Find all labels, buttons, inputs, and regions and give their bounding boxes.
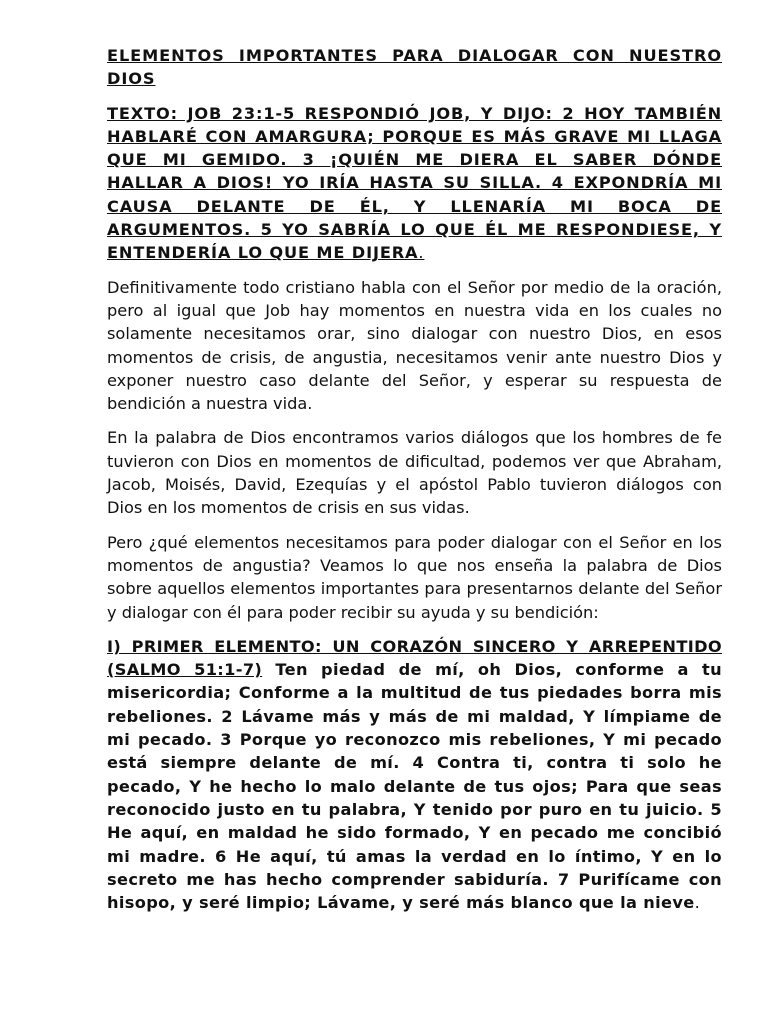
body-paragraph-3: Pero ¿qué elementos necesitamos para poder dialogar con el Señor en los momentos de angustia? Veamos lo que nos enseña la palabra de Dios sobre aquellos elementos importantes para presentarnos delante del Señor y dialogar con él para poder recibir su ayuda y su bendición: [107,532,722,622]
body-paragraph-2: En la palabra de Dios encontramos varios diálogos que los hombres de fe tuvieron con Dios en momentos de dificultad, podemos ver que Abraham, Jacob, Moisés, David, Ezequías y el apóstol Pablo tuvieron diálogos con Dios en los momentos de crisis en sus vidas. [107,428,722,518]
scripture-heading-text: TEXTO: JOB 23:1-5 RESPONDIÓ JOB, Y DIJO: 2 HOY TAMBIÉN HABLARÉ CON AMARGURA; PORQUE ES MÁS GRAVE MI LLAGA QUE MI GEMIDO. 3 ¡QUIÉN ME DIERA EL SABER DÓNDE HALLAR A DIOS! YO IRÍA HASTA SU SILLA. 4 EXPONDRÍA MI CAUSA DELANTE DE ÉL, Y LLENARÍA MI BOCA DE ARGUMENTOS. 5 YO SABRÍA LO QUE ÉL ME RESPONDIESE, Y ENTENDERÍA LO QUE ME DIJERA [107,103,722,263]
scripture-heading-end: . [418,243,425,263]
document-page [107,44,722,914]
first-element-scripture: Ten piedad de mí, oh Dios, conforme a tu misericordia; Conforme a la multitud de tus piedades borra mis rebeliones. 2 Lávame más y más de mi maldad, Y límpiame de mi pecado. 3 Porque yo reconozco mis rebeliones, Y mi pecado está siempre delante de mí. 4 Contra ti, contra ti solo he pecado, Y he hecho lo malo delante de tus ojos; Para que seas reconocido justo en tu palabra, Y tenido por puro en tu juicio. 5 He aquí, en maldad he sido formado, Y en pecado me concibió mi madre. 6 He aquí, tú amas la verdad en lo íntimo, Y en lo secreto me has hecho comprender sabiduría. 7 Purifícame con hisopo, y seré limpio; Lávame, y seré más blanco que la nieve [107,660,723,913]
scripture-heading [107,102,722,265]
first-element-end: . [694,893,701,913]
body-paragraph-1: Definitivamente todo cristiano habla con el Señor por medio de la oración, pero al igual que Job hay momentos en nuestra vida en los cuales no solamente necesitamos orar, sino dialogar con nuestro Dios, en esos momentos de crisis, de angustia, necesitamos venir ante nuestro Dios y exponer nuestro caso delante del Señor, y esperar su respuesta de bendición a nuestra vida. [107,277,722,414]
document-title: ELEMENTOS IMPORTANTES PARA DIALOGAR CON NUESTRO DIOS [107,46,722,89]
first-element-heading: I) PRIMER ELEMENTO: UN CORAZÓN SINCERO Y ARREPENTIDO (SALMO 51:1-7) [107,636,722,680]
first-element-paragraph [107,635,722,915]
